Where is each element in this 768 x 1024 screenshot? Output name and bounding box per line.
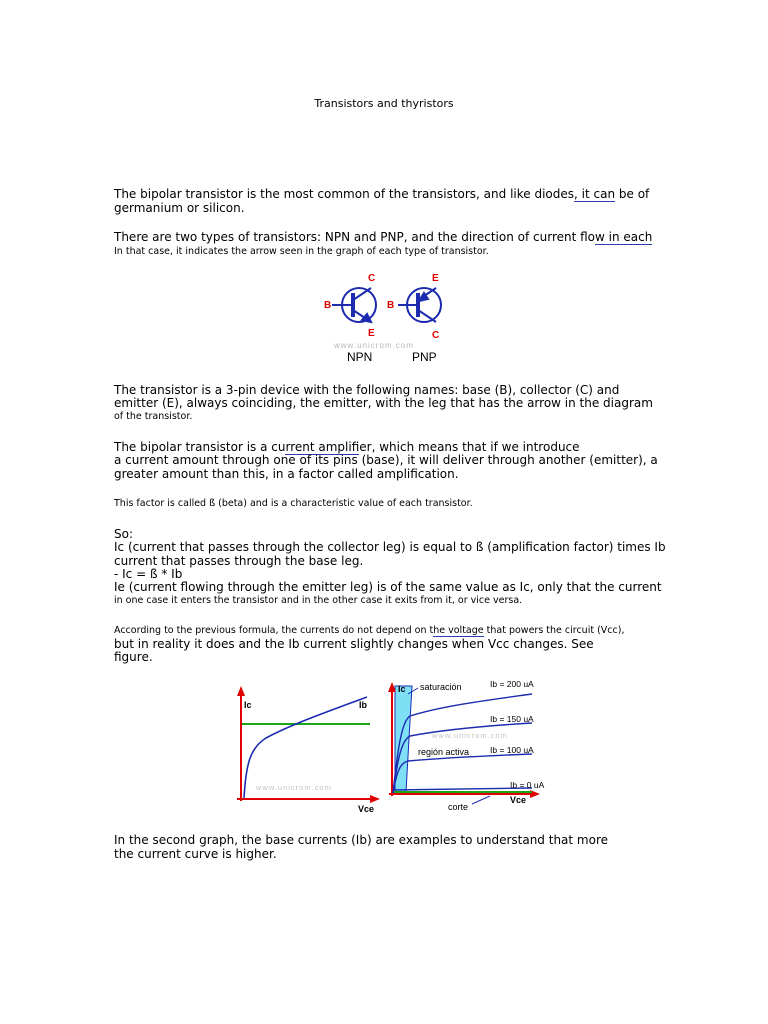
cutoff-pointer (472, 796, 490, 804)
p1-line2: germanium or silicon. (114, 201, 245, 215)
p6-line1: So: (114, 527, 134, 541)
p4-line3: greater amount than this, in a factor called amplification. (114, 467, 459, 481)
p6-line5: Ie (current flowing through the emitter leg) is of the same value as Ic, only that the current (114, 580, 662, 594)
label-ib0: Ib = 0 uA (510, 780, 545, 790)
fig1-watermark: www.unicrom.com (334, 341, 414, 350)
pnp-symbol (398, 288, 441, 322)
cutoff-label: corte (448, 802, 469, 812)
p3-line3: of the transistor. (114, 411, 193, 422)
right-ylabel: Ic (398, 684, 406, 694)
p4-line1: The bipolar transistor is a current amplifier, which means that if we introduce (114, 440, 580, 454)
p6-line2: Ic (current that passes through the collector leg) is equal to ß (amplification factor) times Ib (114, 540, 666, 554)
npn-label-e: E (368, 328, 375, 339)
saturation-region (395, 686, 412, 792)
pnp-caption: PNP (412, 350, 437, 364)
left-y-arrow (237, 686, 245, 696)
p2-line2: In that case, it indicates the arrow seen in the graph of each type of transistor. (114, 246, 489, 257)
p7-line2: but in reality it does and the Ib current slightly changes when Vcc changes. See (114, 637, 594, 651)
p5-line: This factor is called ß (beta) and is a characteristic value of each transistor. (114, 498, 473, 509)
left-graph (237, 686, 380, 814)
saturation-label: saturación (420, 682, 462, 692)
characteristic-curves-figure (232, 676, 552, 816)
pnp-label-b: B (387, 300, 395, 311)
right-watermark: www.unicrom.com (432, 731, 508, 740)
npn-label-c: C (368, 273, 376, 284)
left-x-arrow (370, 795, 380, 803)
right-xlabel: Vce (510, 795, 527, 805)
p4-line2: a current amount through one of its pins (base), it will deliver through another (emitter), a (114, 453, 658, 467)
p1-line1: The bipolar transistor is the most common of the transistors, and like diodes, it can be of (114, 187, 650, 201)
p6-line3: current that passes through the base leg. (114, 554, 364, 568)
page-title: Transistors and thyristors (314, 97, 454, 110)
pnp-label-c: C (432, 330, 440, 341)
p8-line2: the current curve is higher. (114, 847, 277, 861)
p6-line4: - Ic = ß * Ib (114, 567, 183, 581)
pnp-label-e: E (432, 273, 439, 284)
npn-label-b: B (324, 300, 332, 311)
p3-line1: The transistor is a 3-pin device with the following names: base (B), collector (C) and (114, 383, 620, 397)
left-ylabel: Ic (244, 700, 252, 710)
curve-ib200 (393, 694, 532, 793)
p7-line1: According to the previous formula, the currents do not depend on the voltage that powers the circuit (Vcc), (114, 625, 625, 636)
transistor-symbols-figure (318, 268, 453, 366)
p7-line3: figure. (114, 650, 153, 664)
left-xlabel: Vce (358, 804, 375, 814)
p6-line6: in one case it enters the transistor and in the other case it exits from it, or vice versa. (114, 595, 523, 606)
active-region-label: región activa (418, 747, 470, 757)
npn-symbol (332, 288, 376, 322)
label-ib200: Ib = 200 uA (490, 679, 534, 689)
p8-line1: In the second graph, the base currents (Ib) are examples to understand that more (114, 833, 609, 847)
left-watermark: www.unicrom.com (256, 783, 332, 792)
label-ib100: Ib = 100 uA (490, 745, 534, 755)
label-ib150: Ib = 150 uA (490, 714, 534, 724)
p2-line1: There are two types of transistors: NPN and PNP, and the direction of current flow in each (114, 230, 653, 244)
npn-caption: NPN (347, 350, 373, 364)
p3-line2: emitter (E), always coinciding, the emitter, with the leg that has the arrow in the diagram (114, 396, 653, 410)
right-graph (388, 679, 545, 812)
left-curve-label: Ib (359, 700, 367, 710)
